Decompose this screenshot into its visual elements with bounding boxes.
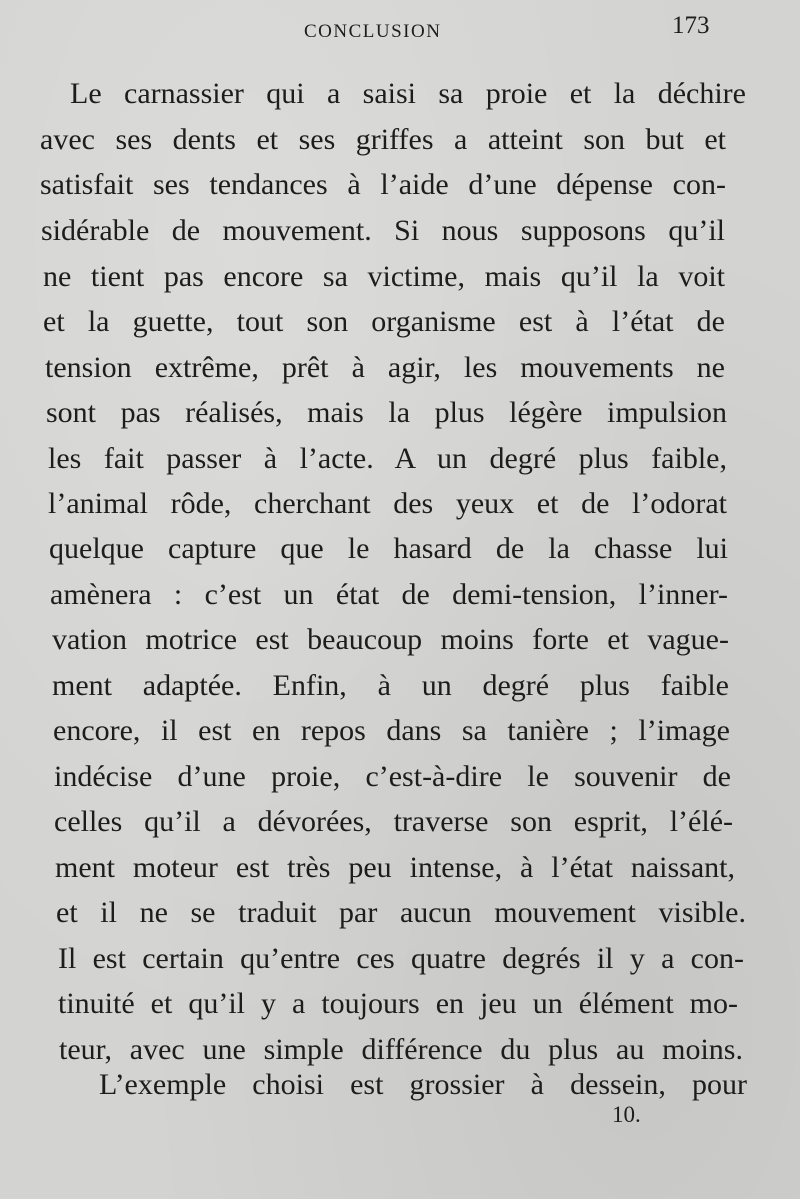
text-line: teur, avec une simple différence du plus au moins.	[59, 1033, 743, 1066]
text-line: l’animal rôde, cherchant des yeux et de l’odorat	[48, 487, 727, 520]
text-line: quelque capture que le hasard de la chasse lui	[49, 532, 728, 565]
text-line: vation motrice est beaucoup moins forte et vague-	[52, 623, 729, 656]
text-line: indécise d’une proie, c’est-à-dire le souvenir de	[54, 760, 731, 793]
signature-mark: 10.	[612, 1102, 641, 1127]
text-line: sidérable de mouvement. Si nous supposons qu’il	[41, 214, 725, 247]
text-line: ne tient pas encore sa victime, mais qu’il la voit	[43, 260, 725, 293]
text-line: encore, il est en repos dans sa tanière ; l’image	[53, 714, 730, 747]
text-line: Il est certain qu’entre ces quatre degrés il y a con-	[58, 942, 744, 975]
text-line: et il ne se traduit par aucun mouvement visible.	[56, 896, 746, 929]
text-line: les fait passer à l’acte. A un degré plus faible,	[48, 442, 727, 475]
page-number: 173	[672, 12, 710, 39]
text-line: sont pas réalisés, mais la plus légère impulsion	[46, 396, 727, 429]
text-line: tension extrême, prêt à agir, les mouvements ne	[45, 351, 725, 384]
running-title: CONCLUSION	[304, 21, 442, 42]
text-line: et la guette, tout son organisme est à l’état de	[43, 305, 725, 338]
text-line: celles qu’il a dévorées, traverse son esprit, l’élé-	[54, 805, 733, 838]
text-line: satisfait ses tendances à l’aide d’une dépense con-	[40, 168, 726, 201]
text-line: Le carnassier qui a saisi sa proie et la déchire	[70, 77, 746, 110]
text-line: L’exemple choisi est grossier à dessein, pour	[99, 1068, 747, 1101]
text-line: tinuité et qu’il y a toujours en jeu un élément mo-	[58, 987, 738, 1020]
text-line: ment adaptée. Enfin, à un degré plus faible	[52, 669, 729, 702]
text-line: ment moteur est très peu intense, à l’état naissant,	[55, 851, 735, 884]
text-line: amènera : c’est un état de demi-tension, l’inner-	[50, 578, 728, 611]
text-line: avec ses dents et ses griffes a atteint son but et	[40, 123, 726, 156]
